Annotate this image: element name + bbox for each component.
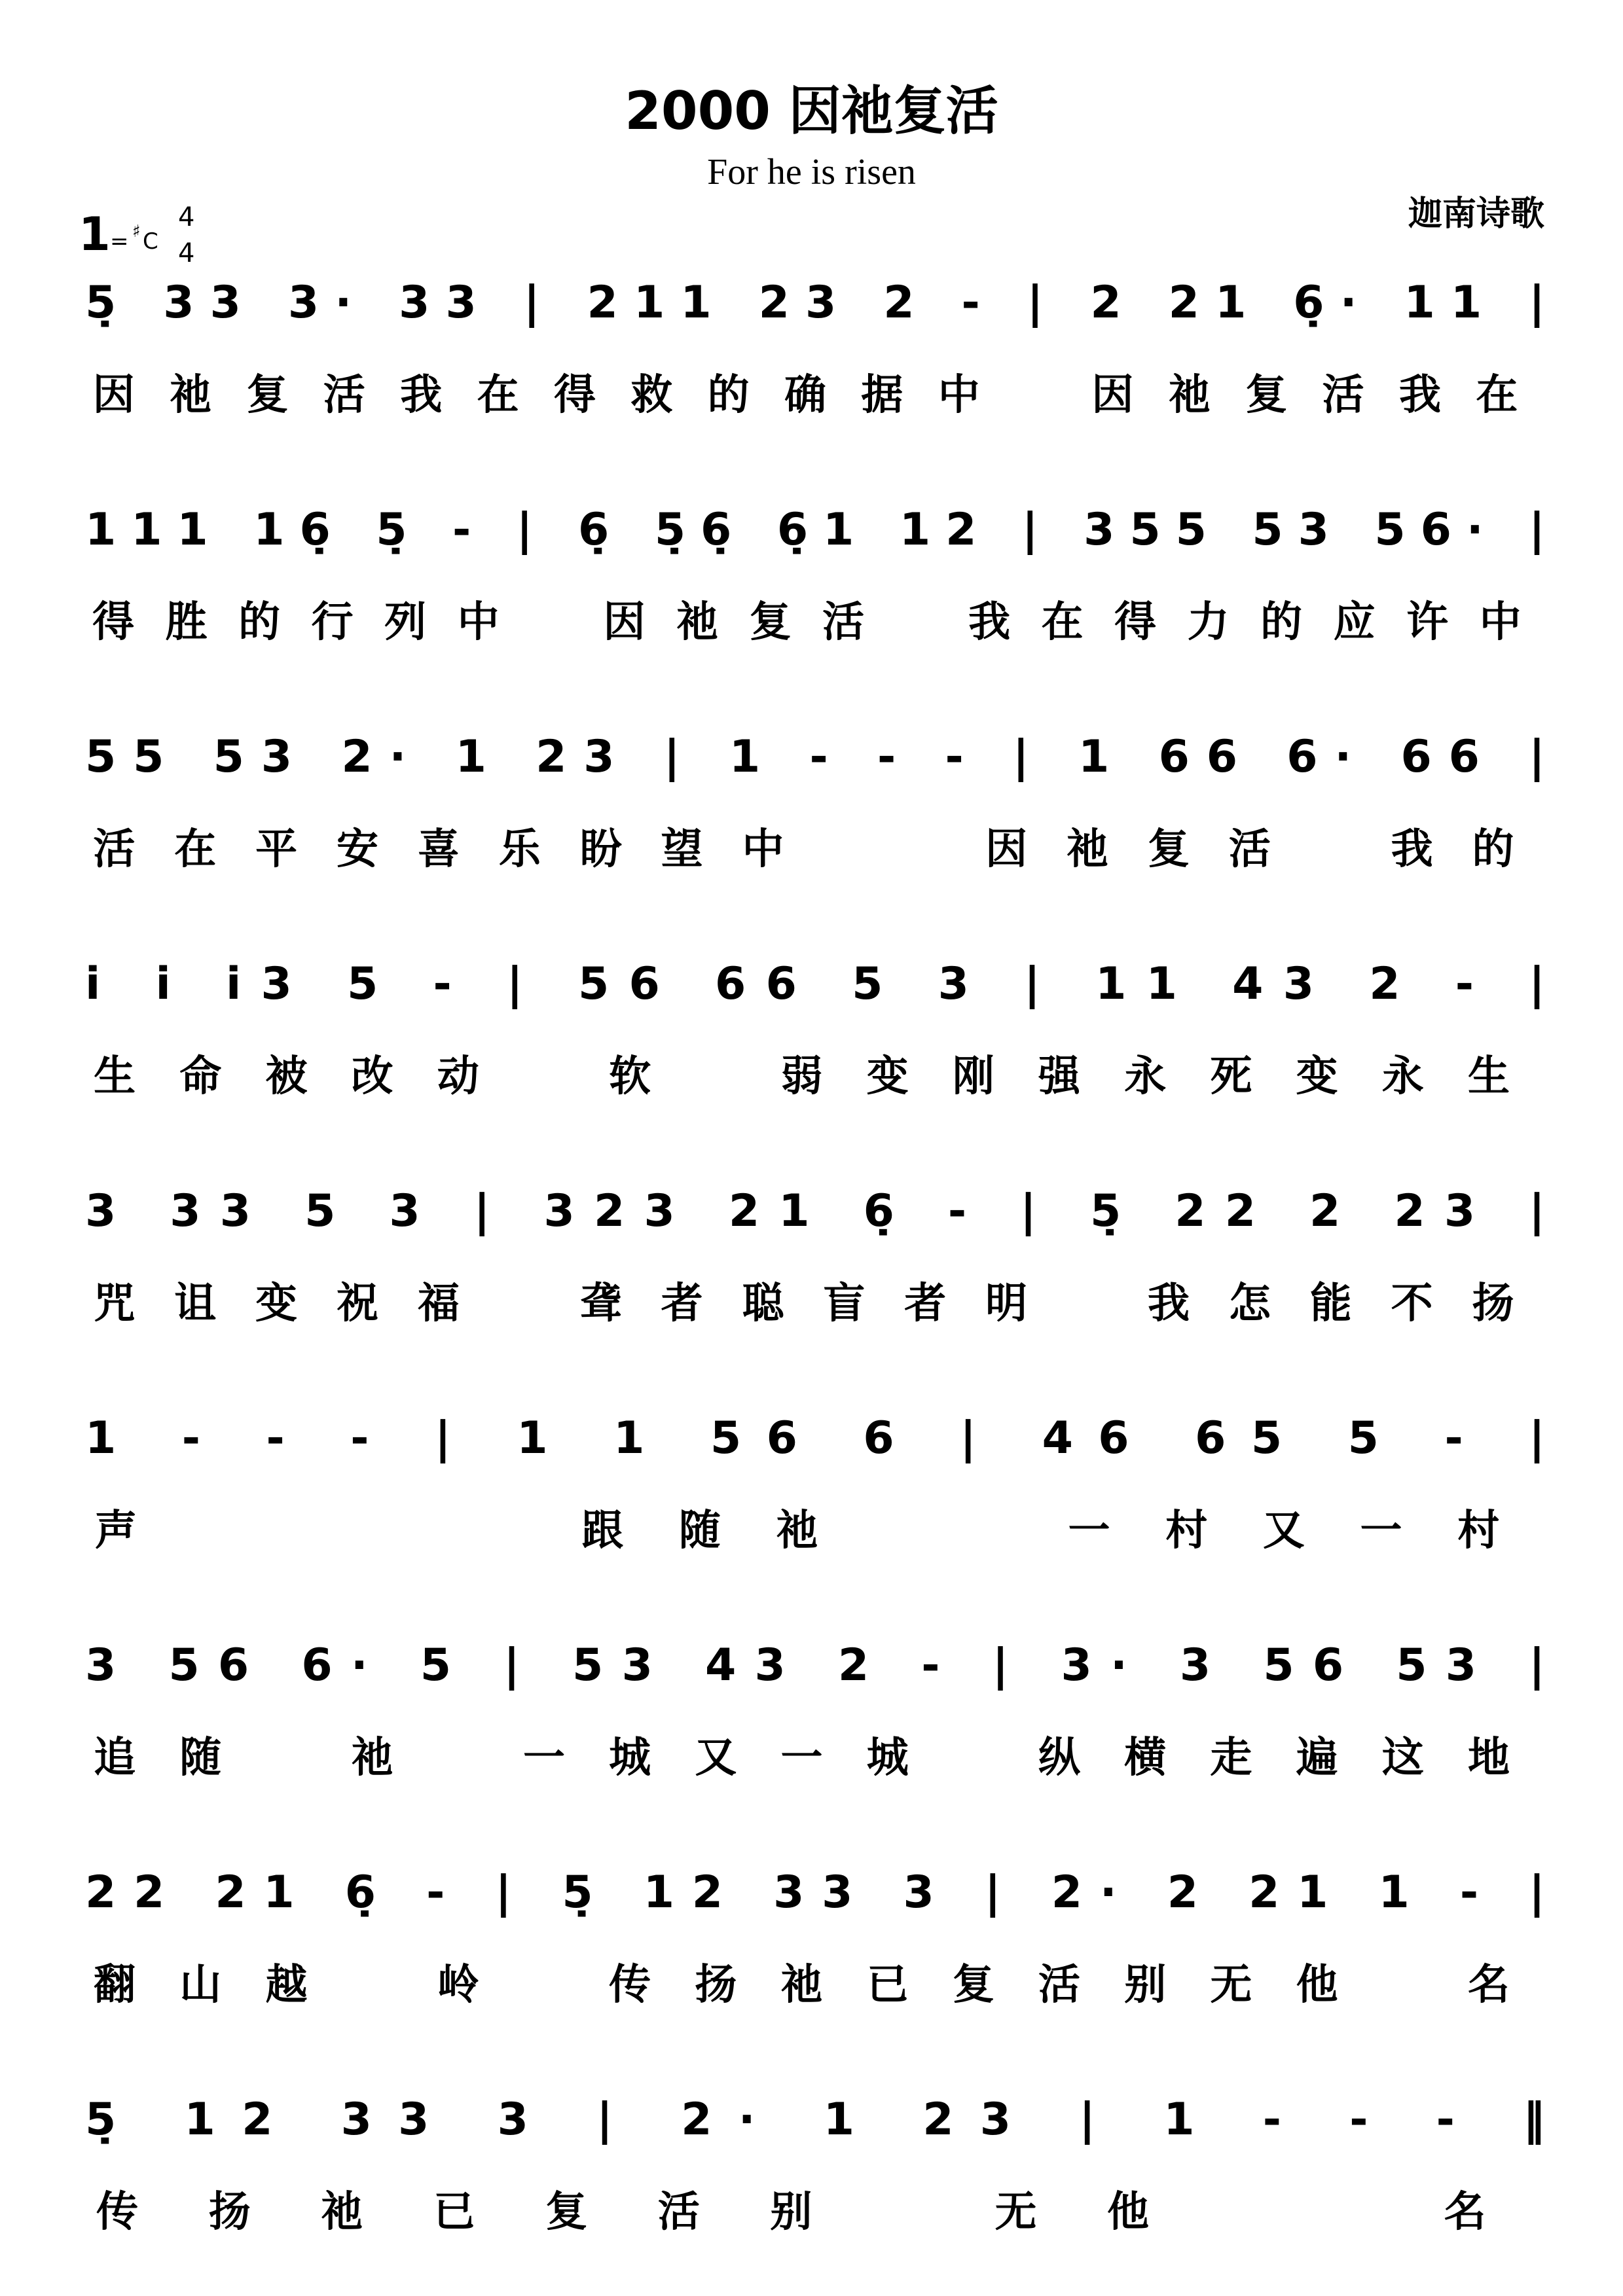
lyric-char: 纵: [1038, 1734, 1081, 1782]
lyric-char: 的: [238, 598, 281, 647]
lyric-char: 许: [1406, 598, 1449, 647]
lyric-char: 声: [94, 1507, 137, 1555]
lyric-char: 安: [337, 825, 379, 874]
lyric-char: 名: [1444, 2188, 1486, 2236]
lyric-char: 得: [553, 371, 596, 420]
lyric-char: 别: [770, 2188, 812, 2236]
lyric-char: 平: [255, 825, 298, 874]
lyric-char: 越: [265, 1961, 308, 2009]
lyric-char: 软: [609, 1052, 651, 1101]
lyric-char: 活: [93, 825, 136, 874]
lyric-char: 传: [96, 2188, 139, 2236]
lyric-char: 聋: [579, 1280, 622, 1328]
lyric-char: 我: [400, 371, 443, 420]
lyric-char: 因: [1091, 371, 1134, 420]
lyric-char: 胜: [165, 598, 208, 647]
lyric-char: 死: [1210, 1052, 1252, 1101]
lyric-char: 不: [1391, 1280, 1433, 1328]
lyric-char: 我: [1147, 1280, 1190, 1328]
lyric-char: 因: [985, 825, 1028, 874]
notes-line: 1 - - - | 1 1 56 6 | 46 65 5 - |: [85, 1412, 1545, 1464]
lyric-char: 城: [609, 1734, 651, 1782]
lyric-char: 盼: [579, 825, 622, 874]
lyric-char: 又: [695, 1734, 737, 1782]
lyric-char: 活: [1322, 371, 1364, 420]
lyric-char: 者: [904, 1280, 947, 1328]
lyric-char: 永: [1381, 1052, 1424, 1101]
lyric-char: 复: [749, 598, 792, 647]
lyric-char: 的: [707, 371, 750, 420]
lyric-char: 明: [985, 1280, 1028, 1328]
lyric-char: 的: [1472, 825, 1514, 874]
lyric-char: 传: [609, 1961, 651, 2009]
lyric-char: 动: [437, 1052, 479, 1101]
lyric-char: 随: [678, 1507, 721, 1555]
lyric-char: 中: [457, 598, 500, 647]
lyric-char: 追: [94, 1734, 136, 1782]
notes-line: 22 21 6̣ - | 5̣ 12 33 3 | 2· 2 21 1 - |: [85, 1867, 1546, 1918]
lyric-char: 聪: [742, 1280, 784, 1328]
key-equals: =: [110, 228, 129, 255]
lyric-char: 活: [822, 598, 865, 647]
lyric-char: 力: [1187, 598, 1230, 647]
lyric-char: 祝: [337, 1280, 379, 1328]
lyric-char: 一: [780, 1734, 823, 1782]
lyric-char: 活: [657, 2188, 700, 2236]
lyric-char: 在: [1041, 598, 1084, 647]
score-system: [85, 1412, 1545, 1555]
lyric-char: 城: [866, 1734, 909, 1782]
song-subtitle: For he is risen: [707, 152, 916, 192]
notes-line: 3 56 6· 5 | 53 43 2 - | 3· 3 56 53 |: [85, 1640, 1545, 1691]
lyric-char: 因: [603, 598, 646, 647]
lyric-char: 中: [1479, 598, 1522, 647]
lyric-char: 他: [1296, 1961, 1338, 2009]
lyric-char: 得: [1114, 598, 1157, 647]
lyric-char: 地: [1467, 1734, 1510, 1782]
score-system: [85, 1867, 1545, 2009]
lyric-char: 望: [661, 825, 703, 874]
lyric-char: 在: [477, 371, 519, 420]
lyric-char: 者: [661, 1280, 703, 1328]
lyric-char: 祂: [1067, 825, 1109, 874]
time-bottom: 4: [178, 238, 195, 268]
lyric-char: 祂: [1168, 371, 1211, 420]
lyric-char: 一: [1068, 1507, 1110, 1555]
lyric-char: 走: [1210, 1734, 1252, 1782]
lyric-char: 我: [1399, 371, 1441, 420]
lyric-char: 变: [255, 1280, 298, 1328]
lyric-char: 被: [265, 1052, 308, 1101]
lyric-char: 祂: [776, 1507, 818, 1555]
lyric-char: 喜: [417, 825, 460, 874]
lyric-char: 强: [1038, 1052, 1081, 1101]
lyric-char: 已: [433, 2188, 475, 2236]
lyric-char: 咒: [93, 1280, 136, 1328]
notes-line: i i i3 5 - | 56 66 5 3 | 11 43 2 - |: [85, 958, 1546, 1010]
key-one: 1: [79, 207, 111, 261]
lyric-char: 中: [938, 371, 980, 420]
lyric-char: 我: [968, 598, 1011, 647]
lyric-char: 横: [1124, 1734, 1167, 1782]
lyric-char: 祂: [170, 371, 212, 420]
lyric-char: 乐: [498, 825, 541, 874]
lyric-char: 活: [1038, 1961, 1081, 2009]
lyric-char: 因: [92, 371, 135, 420]
lyric-char: 变: [866, 1052, 909, 1101]
lyric-char: 山: [179, 1961, 222, 2009]
score-system: [85, 731, 1545, 874]
lyric-char: 的: [1260, 598, 1303, 647]
lyric-char: 复: [545, 2188, 588, 2236]
lyric-char: 生: [1467, 1052, 1510, 1101]
score-system: [85, 1185, 1545, 1328]
lyric-char: 在: [1476, 371, 1518, 420]
song-title: 2000 因祂复活: [625, 81, 998, 141]
lyric-char: 活: [1228, 825, 1271, 874]
lyric-char: 一: [1360, 1507, 1402, 1555]
lyric-char: 福: [417, 1280, 460, 1328]
lyric-char: 祂: [780, 1961, 823, 2009]
lyric-char: 无: [994, 2188, 1037, 2236]
lyric-char: 跟: [581, 1507, 624, 1555]
lyric-char: 盲: [823, 1280, 866, 1328]
lyric-char: 祂: [351, 1734, 393, 1782]
lyric-char: 复: [246, 371, 289, 420]
notes-line: 55 53 2· 1 23 | 1 - - - | 1 66 6· 66 |: [85, 731, 1545, 783]
lyric-char: 得: [92, 598, 135, 647]
lyric-char: 扬: [208, 2188, 251, 2236]
lyric-char: 复: [952, 1961, 994, 2009]
lyric-char: 岭: [437, 1961, 479, 2009]
lyric-char: 这: [1381, 1734, 1424, 1782]
time-top: 4: [178, 202, 195, 232]
lyric-char: 村: [1165, 1507, 1208, 1555]
lyric-char: 扬: [1472, 1280, 1514, 1328]
score-system: [85, 277, 1545, 420]
lyric-char: 永: [1124, 1052, 1167, 1101]
lyric-char: 列: [384, 598, 427, 647]
lyric-char: 翻: [94, 1961, 136, 2009]
lyric-char: 变: [1296, 1052, 1338, 1101]
notes-line: 5̣ 12 33 3 | 2· 1 23 | 1 - - - ‖: [85, 2094, 1545, 2145]
lyric-char: 复: [1245, 371, 1288, 420]
key-note: C: [143, 228, 158, 255]
notes-line: 111 16̣ 5̣ - | 6̣ 5̣6̣ 6̣1 12 | 355 53 56· |: [85, 504, 1545, 556]
author-credit: 迦南诗歌: [1408, 194, 1544, 234]
lyric-char: 行: [311, 598, 354, 647]
lyric-char: 祂: [321, 2188, 363, 2236]
lyric-char: 能: [1309, 1280, 1352, 1328]
lyric-char: 随: [179, 1734, 222, 1782]
lyric-char: 改: [351, 1052, 393, 1101]
lyric-char: 确: [784, 371, 827, 420]
lyric-char: 祂: [676, 598, 719, 647]
lyric-char: 遍: [1296, 1734, 1338, 1782]
lyric-char: 活: [323, 371, 365, 420]
score-system: [85, 1640, 1545, 1782]
lyric-char: 无: [1210, 1961, 1252, 2009]
lyric-char: 一: [523, 1734, 565, 1782]
score-system: [85, 958, 1545, 1101]
lyric-char: 在: [174, 825, 217, 874]
lyric-char: 复: [1147, 825, 1190, 874]
lyric-char: 村: [1457, 1507, 1500, 1555]
lyric-char: 中: [742, 825, 784, 874]
lyric-char: 刚: [952, 1052, 994, 1101]
lyric-char: 已: [866, 1961, 909, 2009]
lyric-char: 扬: [695, 1961, 737, 2009]
lyric-char: 命: [179, 1052, 222, 1101]
lyric-char: 诅: [174, 1280, 217, 1328]
lyric-char: 应: [1333, 598, 1376, 647]
key-sharp: ♯: [132, 222, 141, 242]
lyric-char: 他: [1107, 2188, 1149, 2236]
lyric-char: 又: [1262, 1507, 1305, 1555]
lyric-char: 救: [630, 371, 673, 420]
notes-line: 5̣ 33 3· 33 | 211 23 2 - | 2 21 6̣· 11 |: [85, 277, 1545, 329]
lyric-char: 弱: [780, 1052, 823, 1101]
lyric-char: 别: [1124, 1961, 1167, 2009]
lyric-char: 名: [1467, 1961, 1510, 2009]
score-system: [85, 504, 1545, 647]
notes-line: 3 33 5 3 | 323 21 6̣ - | 5̣ 22 2 23 |: [85, 1185, 1545, 1237]
lyric-char: 生: [94, 1052, 136, 1101]
score-system: [85, 2094, 1545, 2236]
lyric-char: 据: [861, 371, 903, 420]
lyric-char: 我: [1391, 825, 1433, 874]
lyric-char: 怎: [1228, 1280, 1271, 1328]
